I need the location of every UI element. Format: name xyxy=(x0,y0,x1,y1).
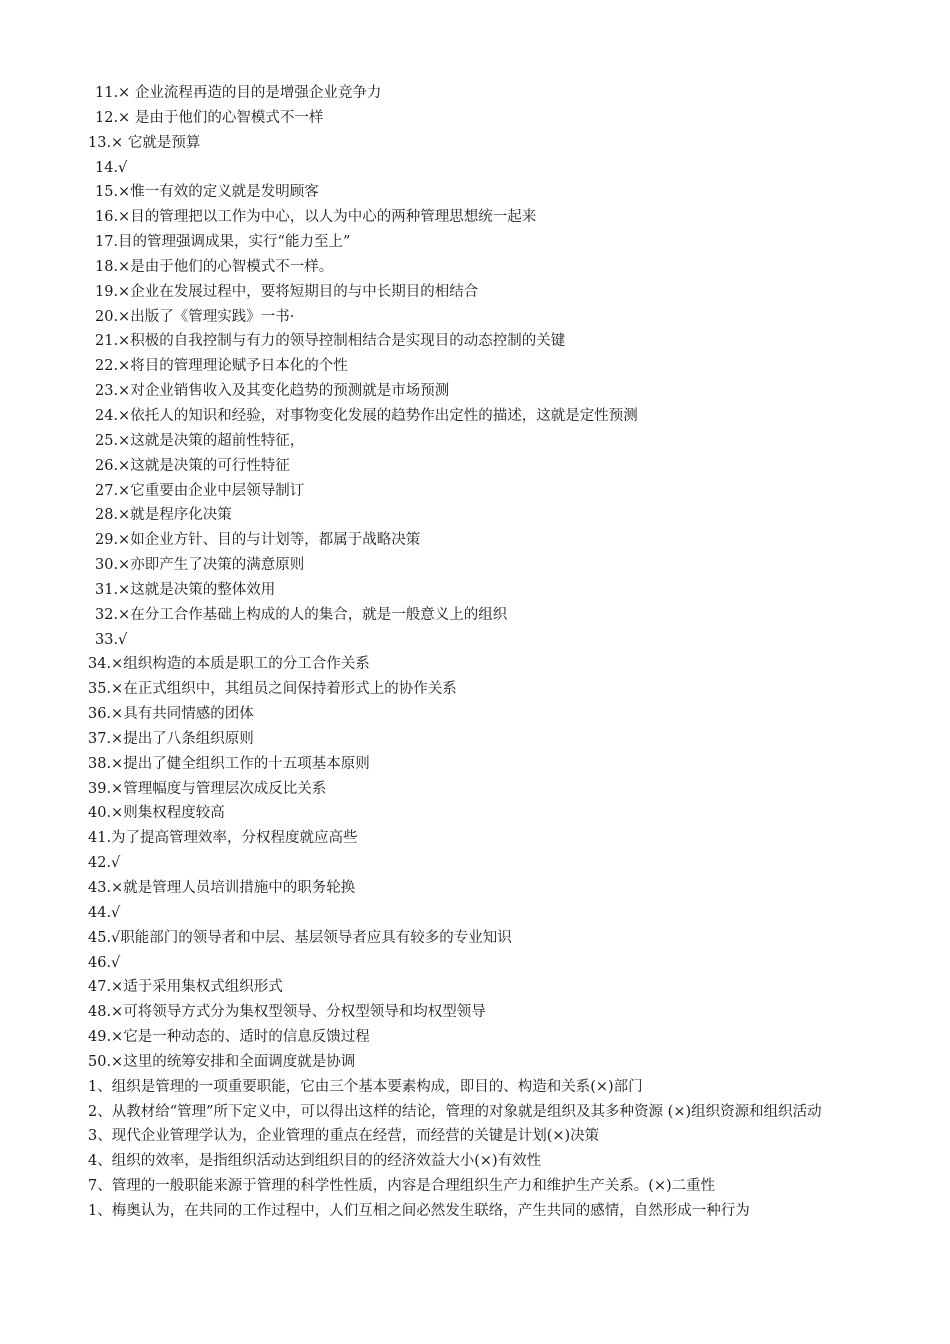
answer-line-45: 45.√职能部门的领导者和中层、基层领导者应具有较多的专业知识 xyxy=(88,929,512,946)
answer-line-20: 20.×出版了《管理实践》一书· xyxy=(95,308,295,325)
answer-line-32: 32.×在分工合作基础上构成的人的集合，就是一般意义上的组织 xyxy=(95,606,508,623)
answer-line-17: 17.目的管理强调成果，实行“能力至上” xyxy=(95,234,351,251)
answer-line-49: 49.×它是一种动态的、适时的信息反馈过程 xyxy=(88,1029,370,1046)
answer-line-22: 22.×将目的管理理论赋予日本化的个性 xyxy=(95,358,348,375)
answer-line-28: 28.×就是程序化决策 xyxy=(95,507,232,524)
correction-line-3: 3、现代企业管理学认为，企业管理的重点在经营，而经营的关键是计划(×)决策 xyxy=(88,1128,600,1145)
answer-line-15: 15.×惟一有效的定义就是发明顾客 xyxy=(95,184,319,201)
answer-line-14: 14.√ xyxy=(95,159,128,176)
answer-line-34: 34.×组织构造的本质是职工的分工合作关系 xyxy=(88,656,370,673)
answer-line-21: 21.×积极的自我控制与有力的领导控制相结合是实现目的动态控制的关键 xyxy=(95,333,566,350)
answer-line-26: 26.×这就是决策的可行性特征 xyxy=(95,457,290,474)
answer-line-47: 47.×适于采用集权式组织形式 xyxy=(88,979,283,996)
answer-line-39: 39.×管理幅度与管理层次成反比关系 xyxy=(88,780,327,797)
answer-line-44: 44.√ xyxy=(88,904,121,921)
answer-line-27: 27.×它重要由企业中层领导制订 xyxy=(95,482,305,499)
answer-line-12: 12.× 是由于他们的心智模式不一样 xyxy=(95,109,324,126)
answer-line-24: 24.×依托人的知识和经验，对事物变化发展的趋势作出定性的描述，这就是定性预测 xyxy=(95,407,638,424)
correction-line-1b: 1、梅奥认为，在共同的工作过程中，人们互相之间必然发生联络，产生共同的感情，自然形成一种行为 xyxy=(88,1202,750,1219)
answer-list xyxy=(0,81,950,1224)
answer-line-35: 35.×在正式组织中，其组员之间保持着形式上的协作关系 xyxy=(88,681,457,698)
answer-line-50: 50.×这里的统筹安排和全面调度就是协调 xyxy=(88,1053,356,1070)
answer-line-19: 19.×企业在发展过程中，要将短期目的与中长期目的相结合 xyxy=(95,283,479,300)
answer-line-18: 18.×是由于他们的心智模式不一样。 xyxy=(95,258,334,275)
answer-line-43: 43.×就是管理人员培训措施中的职务轮换 xyxy=(88,880,356,896)
answer-line-29: 29.×如企业方针、目的与计划等，都属于战略决策 xyxy=(95,532,421,549)
answer-line-36: 36.×具有共同情感的团体 xyxy=(88,706,254,723)
answer-line-33: 33.√ xyxy=(95,631,128,648)
answer-line-38: 38.×提出了健全组织工作的十五项基本原则 xyxy=(88,755,370,772)
answer-line-25: 25.×这就是决策的超前性特征， xyxy=(95,432,305,449)
answer-line-46: 46.√ xyxy=(88,954,121,971)
answer-line-48: 48.×可将领导方式分为集权型领导、分权型领导和均权型领导 xyxy=(88,1004,486,1021)
answer-line-40: 40.×则集权程度较高 xyxy=(88,805,225,822)
answer-line-30: 30.×亦即产生了决策的满意原则 xyxy=(95,557,305,574)
correction-line-7: 7、管理的一般职能来源于管理的科学性性质，内容是合理组织生产力和维护生产关系。(×)二重性 xyxy=(88,1178,716,1195)
answer-line-23: 23.×对企业销售收入及其变化趋势的预测就是市场预测 xyxy=(95,383,450,400)
answer-line-11: 11.× 企业流程再造的目的是增强企业竞争力 xyxy=(95,85,382,101)
answer-line-41: 41.为了提高管理效率，分权程度就应高些 xyxy=(88,830,358,847)
correction-line-1: 1、组织是管理的一项重要职能，它由三个基本要素构成，即目的、构造和关系(×)部门 xyxy=(88,1078,643,1095)
answer-line-37: 37.×提出了八条组织原则 xyxy=(88,730,254,747)
answer-line-31: 31.×这就是决策的整体效用 xyxy=(95,581,276,598)
correction-line-2: 2、从教材给“管理”所下定义中，可以得出这样的结论，管理的对象就是组织及其多种资源 (×)组织资源和组织活动 xyxy=(88,1103,822,1120)
answer-line-16: 16.×目的管理把以工作为中心，以人为中心的两种管理思想统一起来 xyxy=(95,209,537,226)
correction-line-4: 4、组织的效率，是指组织活动达到组织目的的经济效益大小(×)有效性 xyxy=(88,1153,542,1170)
answer-line-42: 42.√ xyxy=(88,855,121,872)
answer-line-13: 13.× 它就是预算 xyxy=(88,134,201,151)
